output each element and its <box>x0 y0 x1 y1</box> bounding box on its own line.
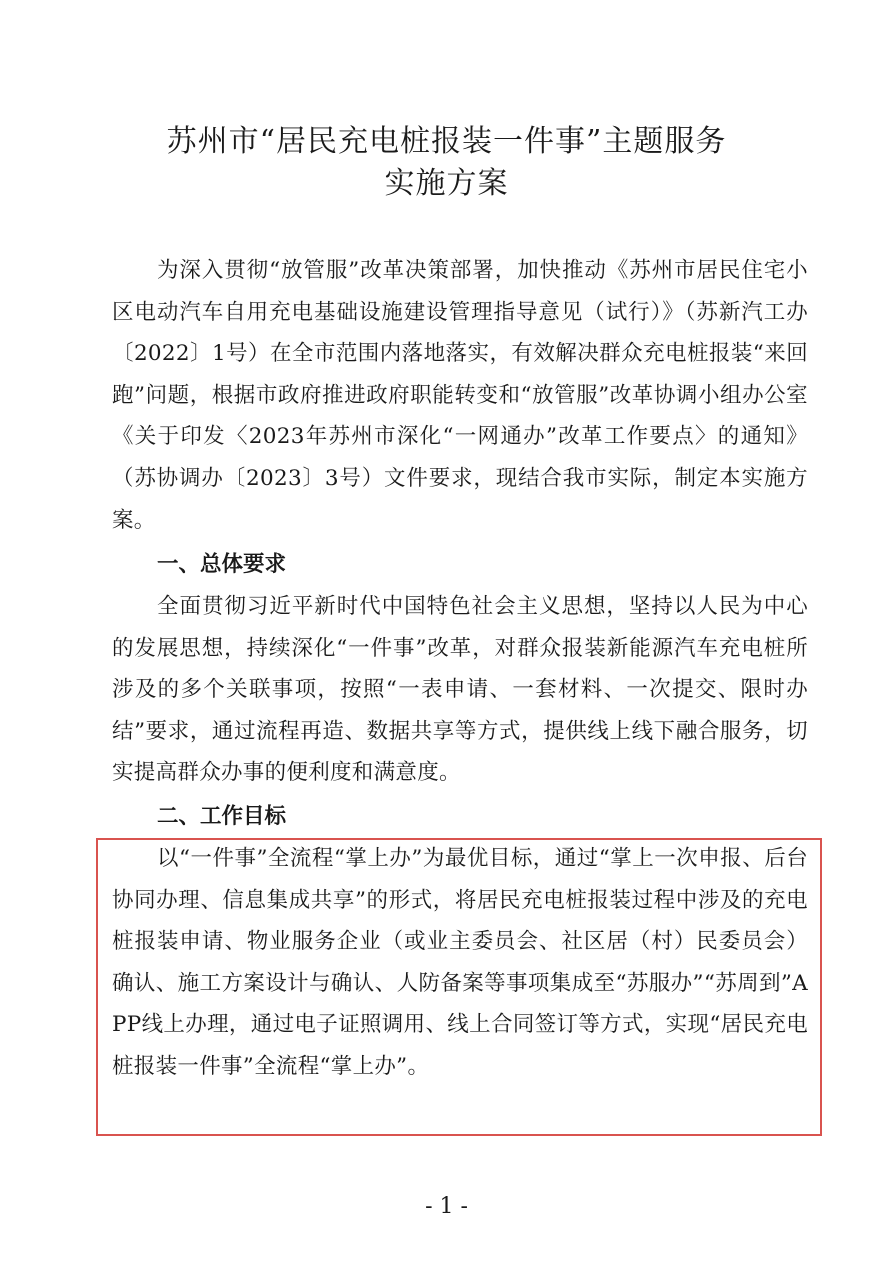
section-paragraph-general-requirements: 全面贯彻习近平新时代中国特色社会主义思想，坚持以人民为中心的发展思想，持续深化“一件事”改革，对群众报装新能源汽车充电桩所涉及的多个关联事项，按照“一表申请、一套材料、一次提交、限时办结”要求，通过流程再造、数据共享等方式，提供线上线下融合服务，切实提高群众办事的便利度和满意度。 <box>112 594 808 786</box>
intro-paragraph: 为深入贯彻“放管服”改革决策部署，加快推动《苏州市居民住宅小区电动汽车自用充电基础设施建设管理指导意见（试行）》（苏新汽工办〔2022〕1号）在全市范围内落地落实，有效解决群众充电桩报装“来回跑”问题，根据市政府推进政府职能转变和“放管服”改革协调小组办公室《关于印发〈2023年苏州市深化“一网通办”改革工作要点〉的通知》（苏协调办〔2023〕3号）文件要求，现结合我市实际，制定本实施方案。 <box>112 258 808 533</box>
section-paragraph-work-goals: 以“一件事”全流程“掌上办”为最优目标，通过“掌上一次申报、后台协同办理、信息集成共享”的形式，将居民充电桩报装过程中涉及的充电桩报装申请、物业服务企业（或业主委员会、社区居（村）民委员会）确认、施工方案设计与确认、人防备案等事项集成至“苏服办”“苏周到”APP线上办理，通过电子证照调用、线上合同签订等方式，实现“居民充电桩报装一件事”全流程“掌上办”。 <box>112 846 808 1079</box>
section-heading-general-requirements: 一、总体要求 <box>157 552 287 577</box>
document-title-line-1: 苏州市“居民充电桩报装一件事”主题服务 <box>166 124 727 159</box>
section-heading-work-goals: 二、工作目标 <box>157 804 287 829</box>
document-title-line-2: 实施方案 <box>384 166 509 201</box>
page-number: - 1 - <box>425 1194 468 1219</box>
